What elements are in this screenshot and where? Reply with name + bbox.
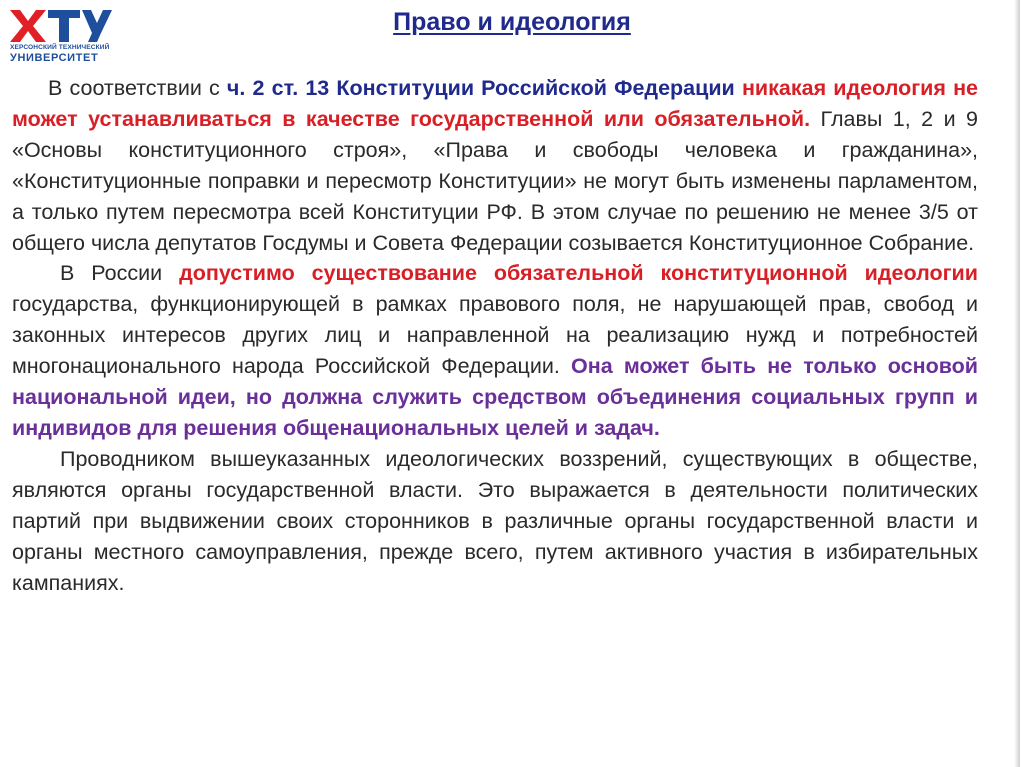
page-title: Право и идеология [393, 8, 631, 36]
logo-line2: УНИВЕРСИТЕТ [10, 52, 99, 64]
paragraph-2-segment-1: В России [60, 261, 180, 286]
paragraph-3-segment-1: Проводником вышеуказанных идеологических воззрений, существующих в обществе, являются органы государственной власти. Это выражается в деятельности политических партий при выдвижении своих сторонников в различные органы государственной власти и органы местного самоуправления, прежде всего, путем активного участия в избирательных кампаниях. [12, 446, 978, 595]
right-edge-shadow [1014, 0, 1020, 767]
paragraph-2-segment-4: Она может быть не только основой национальной идеи, но должна служить средством объединения социальных групп и индивидов для решения общенациональных целей и задач. [12, 354, 978, 440]
paragraph-1-segment-1: В соответствии с [48, 76, 227, 100]
paragraph-1 [12, 73, 978, 258]
paragraph-2-segment-2: допустимо существование обязательной конституционной идеологии [179, 261, 978, 286]
paragraph-3 [12, 444, 978, 599]
logo-line1: ХЕРСОНСКИЙ ТЕХНИЧЕСКИЙ [10, 44, 110, 51]
paragraph-2 [12, 258, 978, 443]
body-text [12, 73, 978, 598]
paragraph-1-segment-4: Главы 1, 2 и 9 «Основы конституционного строя», «Права и свободы человека и гражданина», «Конституционные поправки и пересмотр Конституции» не могут быть изменены парламентом, а только путем пересмотра всей Конституции РФ. В этом случае по решению не менее 3/5 от общего числа депутатов Госдумы и Совета Федерации созывается Конституционное Собрание. [12, 106, 978, 255]
paragraph-2-segment-3: государства, функционирующей в рамках правового поля, не нарушающей прав, свобод и законных интересов других лиц и направленной на реализацию нужд и потребностей многонационального народа Российской Федерации. [12, 292, 978, 379]
paragraph-1-segment-3: никакая идеология не может устанавливаться в качестве государственной или обязательной. [12, 76, 979, 131]
logo-text [10, 44, 120, 64]
paragraph-1-segment-2: ч. 2 ст. 13 Конституции Российской Федерации [226, 76, 742, 100]
